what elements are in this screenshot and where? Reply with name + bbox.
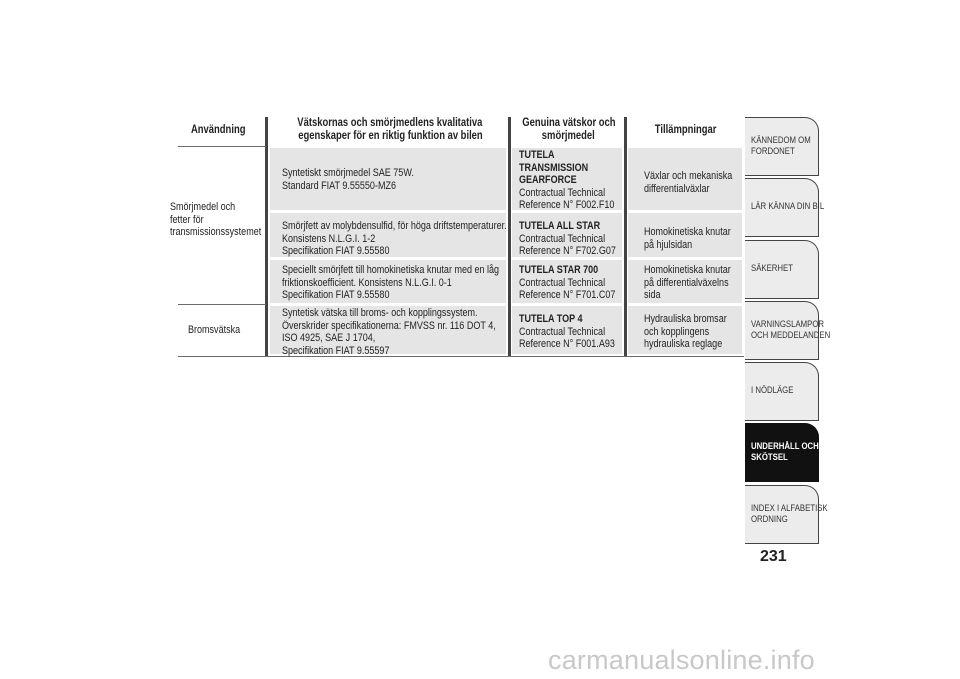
header-usage: Användning	[190, 124, 246, 136]
header-quality: Vätskornas och smörjmedlens kvalitativa egenskaper för en riktig funktion av bilen	[297, 117, 483, 142]
header-applications: Tillämpningar	[655, 124, 717, 136]
usage-brake-fluid: Bromsvätska	[188, 324, 241, 336]
row-divider	[178, 146, 266, 147]
row2-quality: Smörjfett av molybdensulfid, för höga driftstemperaturer. Konsistens N.L.G.I. 1-2 Specifikation FIAT 9.55580	[282, 220, 507, 257]
row-divider	[178, 304, 266, 305]
tab-index[interactable]: INDEX I ALFABETISK ORDNING	[745, 485, 819, 544]
watermark: carmanualsonline.info	[548, 645, 815, 675]
tab-lar-kanna-din-bil[interactable]: LÄR KÄNNA DIN BIL	[745, 178, 819, 237]
row3-quality: Speciellt smörjfett till homokinetiska knutar med en låg friktionskoefficient. Konsistens N.L.G.I. 0-1 Specifikation FIAT 9.55580	[282, 264, 500, 301]
row1-application: Växlar och mekaniska differentialväxlar	[644, 170, 733, 195]
row2-product: TUTELA ALL STAR Contractual Technical Reference N° F702.G07	[519, 220, 616, 257]
row1-product: TUTELA TRANSMISSION GEARFORCE Contractual Technical Reference N° F002.F10	[519, 149, 615, 211]
usage-lubricants: Smörjmedel och fetter för transmissionssystemet	[170, 201, 262, 238]
page-number: 231	[760, 548, 787, 565]
row2-application: Homokinetiska knutar på hjulsidan	[644, 226, 731, 251]
tab-varningslampor[interactable]: VARNINGSLAMPOR OCH MEDDELANDEN	[745, 301, 819, 360]
row4-application: Hydrauliska bromsar och kopplingens hydrauliska reglage	[644, 313, 727, 350]
tab-sakerhet[interactable]: SÄKERHET	[745, 240, 819, 299]
tab-kannedom-om-fordonet[interactable]: KÄNNEDOM OM FORDONET	[745, 117, 819, 176]
row3-product: TUTELA STAR 700 Contractual Technical Reference N° F701.C07	[519, 264, 616, 301]
row1-quality: Syntetiskt smörjmedel SAE 75W. Standard FIAT 9.55550-MZ6	[282, 167, 414, 192]
row4-product: TUTELA TOP 4 Contractual Technical Reference N° F001.A93	[519, 313, 615, 350]
row4-quality: Syntetisk vätska till broms- och kopplingssystem. Överskrider specifikationerna: FMVSS nr. 116 DOT 4, ISO 4925, SAE J 1704, Specifikation FIAT 9.55597	[282, 307, 496, 357]
tab-underhall-och-skotsel[interactable]: UNDERHÅLL OCH SKÖTSEL	[745, 423, 819, 482]
header-genuine: Genuina vätskor och smörjmedel	[522, 117, 616, 142]
tab-i-nodlage[interactable]: I NÖDLÄGE	[745, 362, 819, 421]
row3-application: Homokinetiska knutar på differentialväxelns sida	[644, 264, 731, 301]
